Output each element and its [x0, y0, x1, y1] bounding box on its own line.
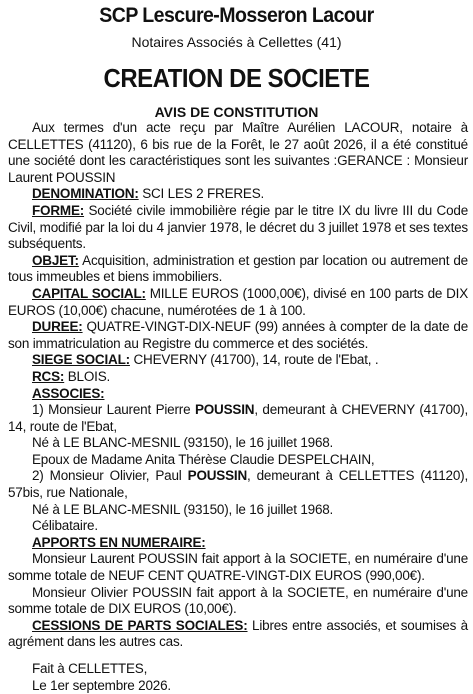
notice-body [8, 120, 468, 694]
associe-1-surname: POUSSIN [194, 402, 255, 418]
associe-2-birth: Né à LE BLANC-MESNIL (93150), le 16 juillet 1968. [32, 501, 334, 517]
denomination-value: SCI LES 2 FRERES. [138, 186, 265, 202]
duree-label: DUREE: [32, 319, 83, 335]
cessions-label: CESSIONS DE PARTS SOCIALES: [32, 617, 248, 633]
objet-label: OBJET: [32, 252, 79, 268]
associe-1-intro: 1) Monsieur Laurent Pierre [32, 402, 195, 418]
associe-2-intro: 2) Monsieur Olivier, Paul [32, 468, 188, 484]
notary-firm-subtitle: Notaires Associés à Cellettes (41) [131, 34, 342, 50]
denomination-line [8, 186, 468, 203]
capital-line [8, 286, 468, 319]
forme-line [8, 203, 468, 253]
rcs-value: BLOIS. [64, 368, 111, 384]
notice-type: AVIS DE CONSTITUTION [154, 104, 319, 120]
associe-1-spouse: Epoux de Madame Anita Thérèse Claudie DESPELCHAIN, [32, 451, 375, 467]
associes-heading [8, 386, 468, 403]
siege-value: CHEVERNY (41700), 14, route de l'Ebat, . [129, 352, 379, 368]
cessions-line [8, 618, 468, 651]
associes-label: ASSOCIES: [32, 385, 105, 401]
duree-line [8, 319, 468, 352]
spacer [8, 651, 468, 661]
closing-date: Le 1er septembre 2026. [32, 677, 171, 693]
denomination-label: DENOMINATION: [32, 186, 139, 202]
apport-1: Monsieur Laurent POUSSIN fait apport à la SOCIETE, en numéraire d'une somme totale de NEUF CENT QUATRE-VINGT-DIX EUROS (990,00€). [8, 551, 468, 584]
associe-1-birth: Né à LE BLANC-MESNIL (93150), le 16 juillet 1968. [32, 435, 334, 451]
rcs-line [8, 369, 468, 386]
associe-2-address: , demeurant à CELLETTES (41120), 57bis, rue Nationale, [8, 468, 468, 501]
associe-2 [8, 468, 468, 501]
siege-label: SIEGE SOCIAL: [32, 352, 130, 368]
associe-1-address: , demeurant à CHEVERNY (41700), 14, route de l'Ebat, [8, 402, 468, 434]
closing-place: Fait à CELLETTES, [32, 661, 148, 676]
capital-value: MILLE EUROS (1000,00€), divisé en 100 parts de DIX EUROS (10,00€) chacune, numérotées de 1 à 100. [8, 285, 468, 318]
rcs-label: RCS: [32, 368, 65, 384]
forme-value: Société civile immobilière régie par le titre IX du livre III du Code Civil, modifié par la loi du 4 janvier 1978, le décret du 3 juillet 1978 et ses textes subséquents. [8, 202, 468, 252]
associe-2-status: Célibataire. [32, 518, 98, 534]
notary-firm-name: SCP Lescure-Mosseron Lacour [99, 4, 374, 27]
notice-headline: CREATION DE SOCIETE [103, 63, 370, 93]
duree-value: QUATRE-VINGT-DIX-NEUF (99) années à compter de la date de son immatriculation au Registre du commerce et des sociétés. [8, 319, 468, 351]
cessions-value: Libres entre associés, et soumises à agrément dans les autres cas. [8, 617, 468, 650]
objet-line [8, 253, 468, 286]
capital-label: CAPITAL SOCIAL: [32, 285, 146, 301]
forme-label: FORME: [32, 202, 85, 218]
intro-paragraph: Aux termes d'un acte reçu par Maître Aurélien LACOUR, notaire à CELLETTES (41120), 6 bis rue de la Forêt, le 27 août 2026, il a été constitué une société dont les caractéristiques sont les suivantes :GERANCE : Monsieur Laurent POUSSIN [8, 120, 468, 185]
associe-1 [8, 402, 468, 435]
objet-value: Acquisition, administration et gestion par location ou autrement de tous immeubles et biens immobiliers. [8, 252, 468, 285]
apports-heading [8, 535, 468, 552]
associe-2-surname: POUSSIN [187, 468, 248, 484]
apport-2: Monsieur Olivier POUSSIN fait apport à la SOCIETE, en numéraire d'une somme totale de DIX EUROS (10,00€). [8, 584, 468, 617]
siege-line [8, 352, 468, 369]
apports-label: APPORTS EN NUMERAIRE: [32, 534, 206, 550]
